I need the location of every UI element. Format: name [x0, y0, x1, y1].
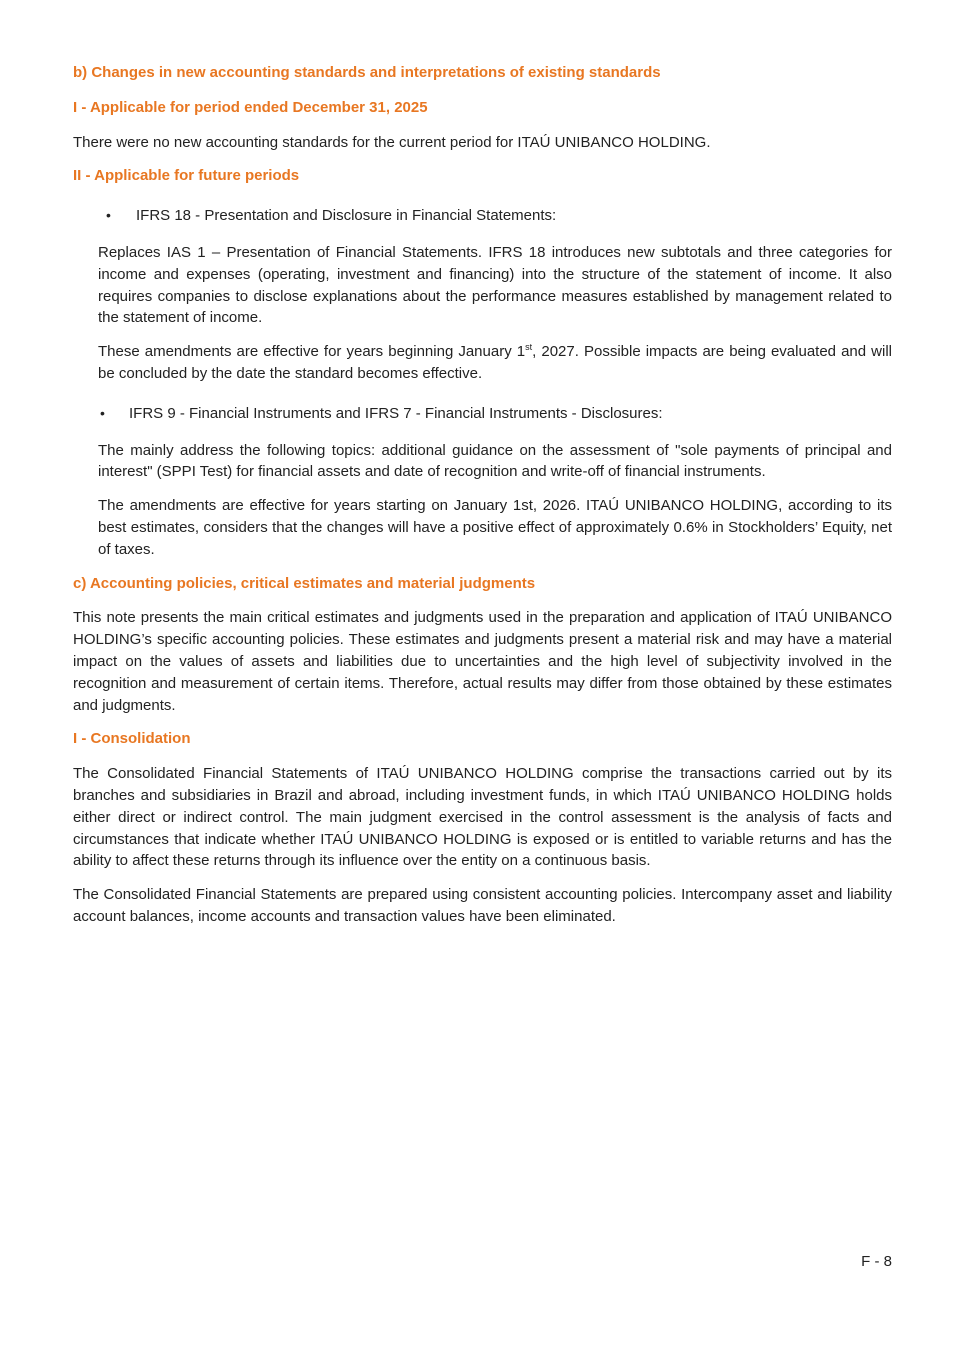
bullet-icon: • [106, 207, 111, 224]
section-c-intro: This note presents the main critical estimates and judgments used in the preparation and application of ITAÚ UNIBANCO HOLDING’s specific accounting policies. These estimates and judgments present a material risk and may have a material impact on the values of assets and liabilities due to uncertainties and the high level of subjectivity involved in the recognition and measurement of certain items. Therefore, actual results may differ from those obtained by these estimates and judgments. [73, 609, 892, 714]
consolidation-para-2: The Consolidated Financial Statements are prepared using consistent accounting policies. Intercompany asset and liability account balances, income accounts and transaction values have been eliminated. [73, 886, 892, 925]
ifrs9-title: IFRS 9 - Financial Instruments and IFRS 7 - Financial Instruments - Disclosures: [129, 404, 663, 422]
bullet-icon: • [100, 404, 105, 421]
ifrs9-description: The mainly address the following topics: additional guidance on the assessment of "sole payments of principal and interest" (SPPI Test) for financial assets and date of recognition and write-off of financial instruments. [98, 441, 892, 481]
ifrs18-effective-post: , 2027. Possible impacts are being evaluated and will be concluded by the date the standard becomes effective. [98, 343, 893, 382]
ifrs18-bullet-item [106, 205, 892, 227]
section-b-sub-i-heading: I - Applicable for period ended December 31, 2025 [73, 98, 428, 116]
section-b-heading: b) Changes in new accounting standards and interpretations of existing standards [73, 64, 661, 81]
consolidation-heading: I - Consolidation [73, 730, 191, 748]
section-b-sub-ii-heading: II - Applicable for future periods [73, 167, 300, 185]
ifrs18-effective-sup: st [525, 342, 533, 353]
page-number: F - 8 [861, 1253, 892, 1270]
ifrs18-effective-date [98, 341, 892, 385]
ifrs9-effective-date: The amendments are effective for years starting on January 1st, 2026. ITAÚ UNIBANCO HOLDING, according to its best estimates, considers that the changes will have a positive effect of approximately 0.6% in Stockholders’ Equity, net of taxes. [98, 497, 892, 558]
consolidation-para-1: The Consolidated Financial Statements of ITAÚ UNIBANCO HOLDING comprise the transactions carried out by its branches and subsidiaries in Brazil and abroad, including investment funds, in which ITAÚ UNIBANCO HOLDING holds either direct or indirect control. The main judgment exercised in the control assessment is the analysis of facts and circumstances that indicate whether ITAÚ UNIBANCO HOLDING is exposed or is entitled to variable returns and has the ability to affect these returns through its influence over the entity on a continuous basis. [73, 765, 892, 870]
section-c-heading: c) Accounting policies, critical estimates and material judgments [73, 574, 536, 592]
document-page [73, 62, 892, 940]
ifrs9-bullet-item [100, 403, 892, 425]
ifrs18-title: IFRS 18 - Presentation and Disclosure in Financial Statements: [136, 207, 557, 225]
section-b-sub-i-text: There were no new accounting standards for the current period for ITAÚ UNIBANCO HOLDING. [73, 133, 711, 151]
ifrs18-description: Replaces IAS 1 – Presentation of Financial Statements. IFRS 18 introduces new subtotals and three categories for income and expenses (operating, investment and financing) into the structure of the statement of income. It also requires companies to disclose explanations about the performance measures established by management related to the statement of income. [98, 243, 892, 327]
ifrs18-effective-pre: These amendments are effective for years beginning January 1 [98, 343, 526, 361]
